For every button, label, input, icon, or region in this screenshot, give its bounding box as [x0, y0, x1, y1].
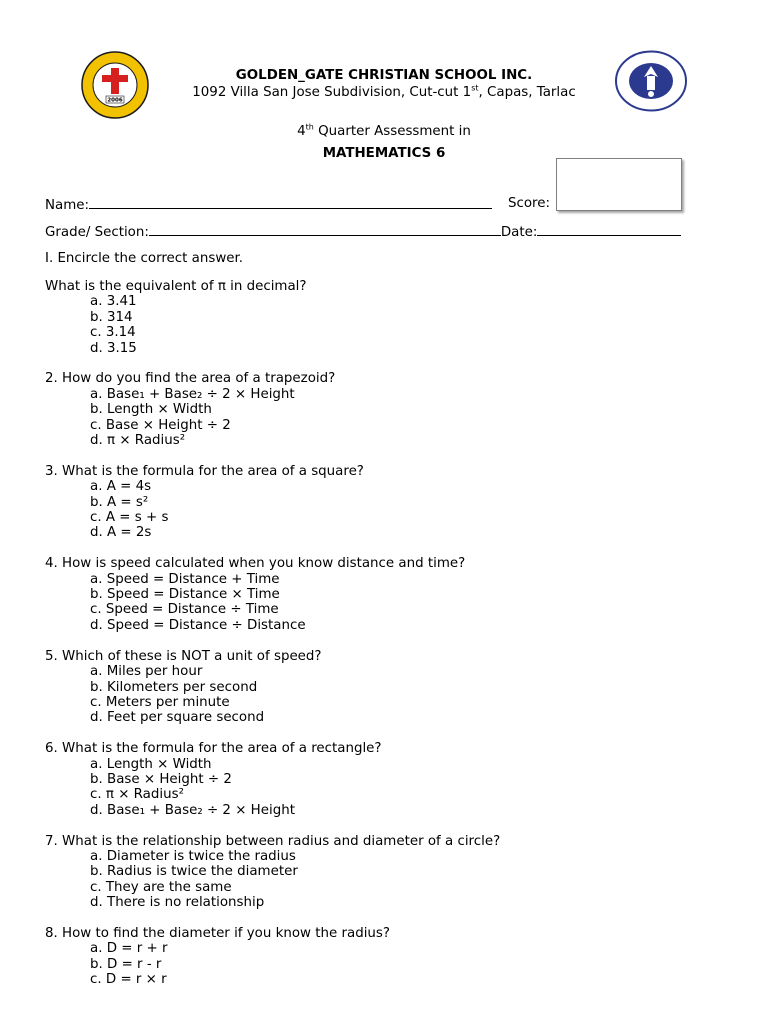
address-prefix: 1092 Villa San Jose Subdivision, Cut-cut 1 [192, 85, 472, 100]
address-suffix: , Capas, Tarlac [478, 85, 576, 100]
question-7 [45, 834, 735, 911]
question-text: 4. How is speed calculated when you know distance and time? [45, 556, 466, 572]
question-text: 6. What is the formula for the area of a rectangle? [45, 741, 382, 757]
answer-choice[interactable]: b. D = r - r [90, 956, 162, 972]
question-text: 7. What is the relationship between radius and diameter of a circle? [45, 833, 501, 849]
question-2 [45, 371, 735, 448]
answer-choice[interactable]: b. 314 [90, 309, 133, 325]
address-superscript: st [471, 83, 479, 93]
answer-choices [45, 479, 735, 541]
school-address [0, 85, 768, 100]
answer-choice[interactable]: c. D = r × r [90, 972, 167, 988]
question-1 [45, 279, 735, 356]
answer-choice[interactable]: a. Base₁ + Base₂ ÷ 2 × Height [90, 386, 295, 402]
answer-choices [45, 572, 735, 634]
answer-choice[interactable]: b. Length × Width [90, 402, 212, 418]
answer-choices [45, 387, 735, 449]
grade-row [45, 223, 681, 240]
question-3 [45, 464, 735, 541]
answer-choice[interactable]: c. Base × Height ÷ 2 [90, 417, 231, 433]
question-4 [45, 556, 735, 633]
question-list [45, 279, 735, 1003]
answer-choice[interactable]: b. Base × Height ÷ 2 [90, 771, 232, 787]
answer-choice[interactable]: a. A = 4s [90, 479, 152, 495]
answer-choices [45, 757, 735, 819]
answer-choice[interactable]: a. Diameter is twice the radius [90, 848, 296, 864]
subject-title: MATHEMATICS 6 [322, 146, 446, 161]
answer-choice[interactable]: c. A = s + s [90, 510, 169, 526]
answer-choice[interactable]: b. Radius is twice the diameter [90, 864, 298, 880]
question-text: 5. Which of these is NOT a unit of speed? [45, 648, 322, 664]
answer-choice[interactable]: d. A = 2s [90, 525, 152, 541]
question-6 [45, 741, 735, 818]
answer-choice[interactable]: a. Miles per hour [90, 664, 203, 680]
quarter-number: 4 [297, 124, 306, 139]
answer-choices [45, 941, 735, 987]
quarter-line [0, 124, 768, 139]
score-label: Score: [508, 196, 551, 211]
grade-blank[interactable] [149, 223, 501, 236]
date-label: Date: [500, 225, 538, 240]
answer-choices [45, 849, 735, 911]
school-name: GOLDEN_GATE CHRISTIAN SCHOOL INC. [235, 68, 533, 83]
answer-choice[interactable]: b. Speed = Distance × Time [90, 587, 280, 603]
answer-choices [45, 294, 735, 356]
answer-choices [45, 664, 735, 726]
instructions: I. Encircle the correct answer. [45, 251, 244, 266]
answer-choice[interactable]: d. Feet per square second [90, 710, 265, 726]
answer-choice[interactable]: a. 3.41 [90, 294, 137, 310]
answer-choice[interactable]: d. Base₁ + Base₂ ÷ 2 × Height [90, 802, 295, 818]
name-row [45, 196, 492, 213]
answer-choice[interactable]: a. D = r + r [90, 941, 168, 957]
answer-choice[interactable]: b. Kilometers per second [90, 679, 258, 695]
answer-choice[interactable]: a. Speed = Distance + Time [90, 571, 280, 587]
score-box[interactable] [556, 158, 682, 211]
question-text: 3. What is the formula for the area of a square? [45, 463, 364, 479]
name-blank[interactable] [89, 196, 492, 209]
score-row [508, 196, 550, 211]
answer-choice[interactable]: c. Speed = Distance ÷ Time [90, 602, 279, 618]
answer-choice[interactable]: d. Speed = Distance ÷ Distance [90, 617, 306, 633]
answer-choice[interactable]: d. 3.15 [90, 340, 137, 356]
answer-choice[interactable]: c. Meters per minute [90, 694, 230, 710]
question-text: 2. How do you find the area of a trapezoid? [45, 371, 336, 387]
quarter-text: Quarter Assessment in [313, 124, 471, 139]
name-label: Name: [45, 198, 90, 213]
question-text: 8. How to find the diameter if you know the radius? [45, 925, 390, 941]
question-8 [45, 926, 735, 988]
answer-choice[interactable]: a. Length × Width [90, 756, 212, 772]
date-blank[interactable] [537, 223, 681, 236]
grade-label: Grade/ Section: [45, 225, 149, 240]
answer-choice[interactable]: c. π × Radius² [90, 787, 184, 803]
answer-choice[interactable]: c. They are the same [90, 879, 232, 895]
quarter-superscript: th [305, 122, 314, 132]
answer-choice[interactable]: c. 3.14 [90, 325, 136, 341]
answer-choice[interactable]: d. There is no relationship [90, 895, 265, 911]
seal-year: 2006 [107, 97, 123, 104]
question-5 [45, 649, 735, 726]
question-text: What is the equivalent of π in decimal? [45, 279, 307, 294]
answer-choice[interactable]: b. A = s² [90, 494, 149, 510]
answer-choice[interactable]: d. π × Radius² [90, 433, 186, 449]
